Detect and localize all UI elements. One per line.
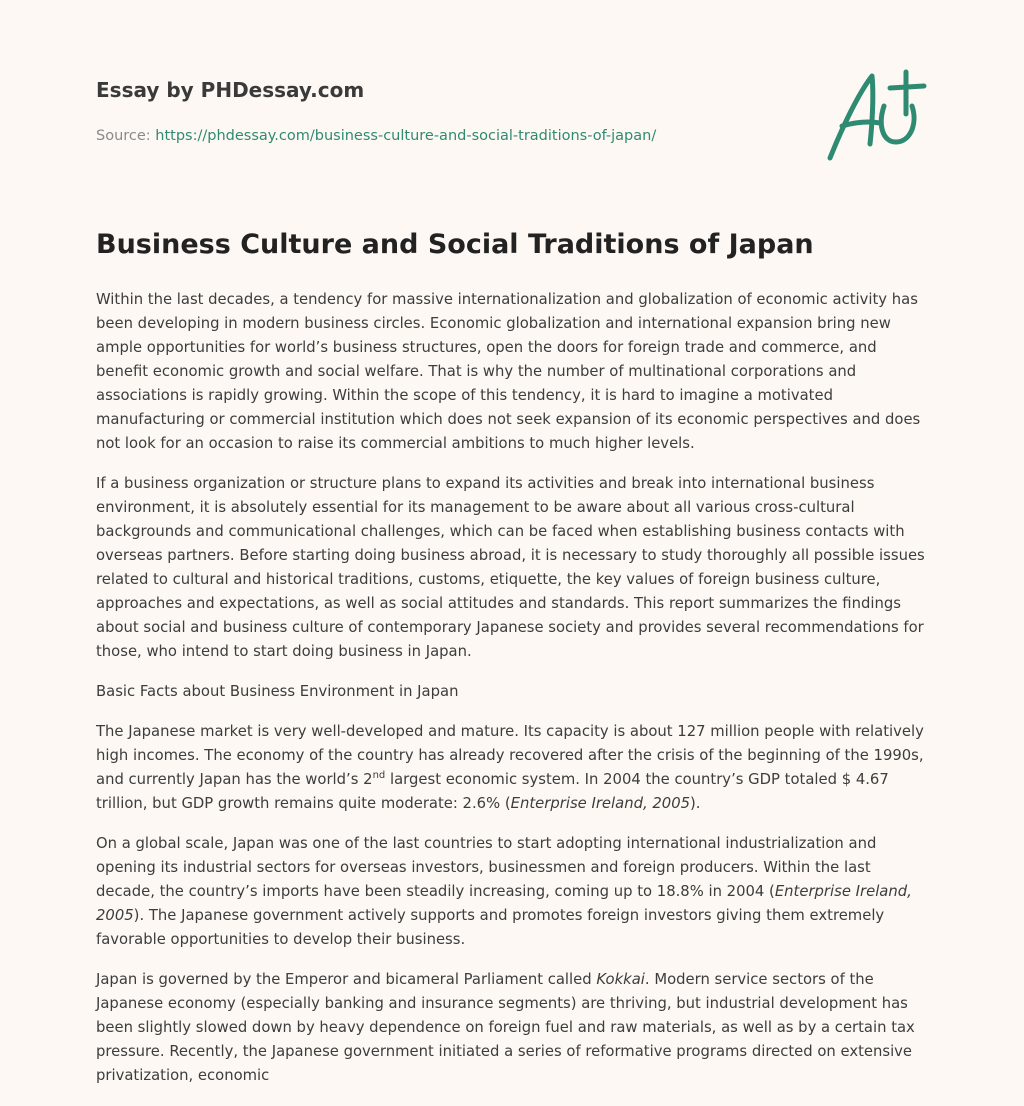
p5-term: Kokkai [596,971,645,988]
p4-text-b: ). The Japanese government actively supports and promotes foreign investors giving them extremely favorable opportunities to develop their business. [96,907,885,948]
p4-citation: Enterprise Ireland, 2005 [96,883,912,924]
source-label: Source: [96,128,151,144]
article [96,224,926,1104]
p3-text-c: ). [690,795,701,812]
p5-text-b: . Modern service sectors of the Japanese economy (especially banking and insurance segments) are thriving, but industrial development has been slightly slowed down by heavy dependence on foreign fuel and raw materials, as well as by a certain tax pressure. Recently, the Japanese government initiated a series of reformative programs directed on extensive privatization, economic [96,971,915,1084]
p3-text-a: The Japanese market is very well-developed and mature. Its capacity is about 127 million people with relatively high incomes. The economy of the country has already recovered after the crisis of the beginning of the 1990s, and currently Japan has the world’s 2 [96,723,924,788]
site-title: Essay by PHDessay.com [96,78,365,102]
p3-text-b: largest economic system. In 2004 the country’s GDP totaled $ 4.67 trillion, but GDP growth remains quite moderate: 2.6% ( [96,771,889,812]
source-line [96,126,796,146]
article-title: Business Culture and Social Traditions of Japan [96,229,814,260]
source-link[interactable]: https://phdessay.com/business-culture-and-social-traditions-of-japan/ [155,128,657,144]
page-header [96,76,796,146]
paragraph-1: Within the last decades, a tendency for massive internationalization and globalization of economic activity has been developing in modern business circles. Economic globalization and international expansion bring new ample opportunities for world’s business structures, open the doors for foreign trade and commerce, and benefit economic growth and social welfare. That is why the number of multinational corporations and associations is rapidly growing. Within the scope of this tendency, it is hard to imagine a motivated manufacturing or commercial institution which does not seek expansion of its economic perspectives and does not look for an occasion to raise its commercial ambitions to much higher levels. [96,291,921,452]
p4-text-a: On a global scale, Japan was one of the last countries to start adopting international industrialization and opening its industrial sectors for overseas investors, businessmen and foreign producers. Within the last decade, the country’s imports have been steadily increasing, coming up to 18.8% in 2004 ( [96,835,877,900]
paragraph-5 [96,968,926,1088]
p3-citation: Enterprise Ireland, 2005 [510,795,691,812]
paragraph-4 [96,832,926,952]
paragraph-3 [96,720,926,816]
a-plus-logo-icon [820,66,930,166]
p3-superscript: nd [372,770,386,782]
section-subheading: Basic Facts about Business Environment in Japan [96,683,459,700]
paragraph-2: If a business organization or structure plans to expand its activities and break into international business environment, it is absolutely essential for its management to be aware about all various cross-cultural backgrounds and communicational challenges, which can be faced when establishing business contacts with overseas partners. Before starting doing business abroad, it is necessary to study thoroughly all possible issues related to cultural and historical traditions, customs, etiquette, the key values of foreign business culture, approaches and expectations, as well as social attitudes and standards. This report summarizes the findings about social and business culture of contemporary Japanese society and provides several recommendations for those, who intend to start doing business in Japan. [96,475,925,660]
p5-text-a: Japan is governed by the Emperor and bicameral Parliament called [96,971,597,988]
